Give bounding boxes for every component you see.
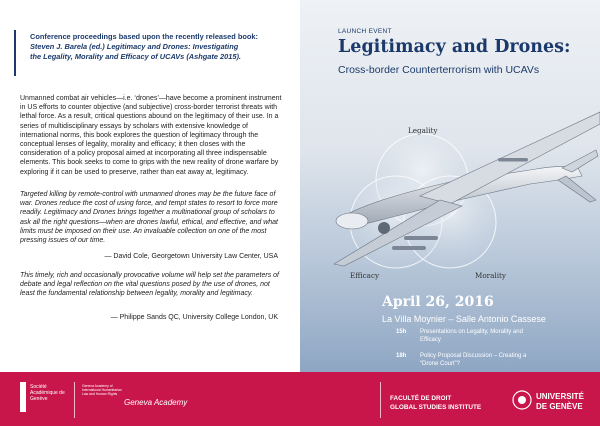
attribution-sands: — Philippe Sands QC, University College London, UK [110,314,278,321]
proceedings-box [14,30,286,76]
proceedings-line-3: the Legality, Morality and Efficacy of UCAVs (Ashgate 2015). [30,52,241,61]
institute-label: GLOBAL STUDIES INSTITUTE [390,404,482,411]
event-title: Legitimacy and Drones: [338,37,571,57]
footer-bar [0,372,600,426]
schedule-description: Presentations on Legality, Morality and Efficacy [420,329,523,343]
societe-logo-icon [20,382,26,412]
right-panel [300,0,600,372]
quote-sands: This timely, rich and occasionally provocative volume will help set the parameters of debate and legal reflection on the vital questions posed by the use of drones, not least the fundamental relationship between legality, morality and legitimacy. [20,272,279,298]
university-line-1: UNIVERSITÉ [536,392,585,401]
academy-full-name: Geneva Academy of International Humanitarian Law and Human Rights [82,384,122,397]
schedule-description: Policy Proposal Discussion – Creating a “Drone Court”? [420,353,527,367]
footer-divider [380,382,381,418]
event-date: April 26, 2016 [382,294,494,310]
schedule-time: 18h [396,353,407,359]
faculty-name [390,394,481,412]
schedule-time: 15h [396,329,407,335]
label-legality: Legality [408,126,438,135]
geneva-academy-logo: Geneva Academy [124,398,188,407]
attribution-cole: — David Cole, Georgetown University Law Center, USA [104,253,278,260]
left-panel [0,0,300,372]
societe-academique-text: Société Académique de Genève [30,384,65,402]
launch-event-label: LAUNCH EVENT [338,28,392,35]
event-subtitle: Cross-border Counterterrorism with UCAVs [338,64,540,76]
proceedings-line-1: Conference proceedings based upon the recently released book: [30,32,258,41]
unige-crest-icon [512,390,532,410]
quote-cole: Targeted killing by remote-control with unmanned drones may be the future face of war. Drones reduce the cost of using force, and tempt states to resort to force more readily. Legitimacy and Drones brings together a multinational group of scholars to ask all the right questions—when are drones lawful, ethical, and effective, and what limits must be imposed on their use. An invaluable collection on one of the most pressing issues of our time. [20,191,278,245]
event-venue: La Villa Moynier – Salle Antonio Cassese [382,314,546,324]
label-efficacy: Efficacy [350,271,380,280]
intro-paragraph: Unmanned combat air vehicles—i.e. ‘drones’—have become a prominent instrument in US efforts to counter objective (and subjective) cross-border terrorist threats with lethal force. As a result, critical questions abound on the legitimacy of their use. In a series of multidisciplinary essays by scholars with extensive knowledge of international norms, this book explores the question of legitimacy through the conceptual lenses of legality, morality and efficacy; it then closes with the consideration of a policy proposal aimed at incorporating all three indispensable elements. This book seeks to come to grips with the new reality of drone warfare by exploring if it can be used to preserve, rather than eat away at, legitimacy. [20,95,282,176]
university-line-2: DE GENÈVE [536,402,583,411]
faculty-label: FACULTÉ DE DROIT [390,395,452,402]
label-morality: Morality [475,271,506,280]
university-name [536,392,584,412]
proceedings-line-2: Steven J. Barela (ed.) Legitimacy and Drones: Investigating [30,42,239,51]
footer-divider [74,382,75,418]
